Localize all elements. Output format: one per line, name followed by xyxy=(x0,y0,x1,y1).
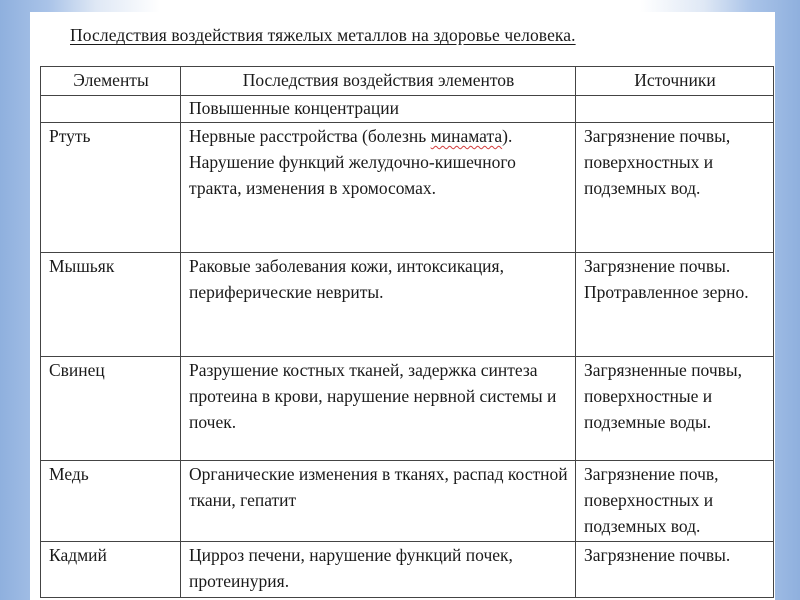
subheader-label: Повышенные концентрации xyxy=(181,96,576,123)
effects-cell: Разрушение костных тканей, задержка синтеза протеина в крови, нарушение нервной системы и почек. xyxy=(181,357,576,461)
heavy-metals-table xyxy=(40,66,774,598)
effects-cell: Раковые заболевания кожи, интоксикация, периферические невриты. xyxy=(181,253,576,357)
table-header-row xyxy=(41,67,774,96)
table-subheader-row xyxy=(41,96,774,123)
document-title: Последствия воздействия тяжелых металлов на здоровье человека. xyxy=(70,25,576,45)
table-row xyxy=(41,357,774,461)
element-name: Мышьяк xyxy=(41,253,181,357)
sources-cell: Загрязнение почвы. xyxy=(576,542,774,598)
element-name: Свинец xyxy=(41,357,181,461)
document-page xyxy=(30,12,775,600)
effects-cell: Органические изменения в тканях, распад костной ткани, гепатит xyxy=(181,461,576,542)
effects-text: Нарушение функций желудочно-кишечного тракта, изменения в хромосомах. xyxy=(189,152,516,198)
element-name: Ртуть xyxy=(41,123,181,253)
sources-text: Загрязнение почвы. xyxy=(584,256,731,276)
element-name: Кадмий xyxy=(41,542,181,598)
sources-cell xyxy=(576,253,774,357)
header-effects: Последствия воздействия элементов xyxy=(181,67,576,96)
header-sources: Источники xyxy=(576,67,774,96)
subheader-empty-cell xyxy=(576,96,774,123)
effects-text: Нервные расстройства (болезнь минамата). xyxy=(189,126,513,146)
table-row xyxy=(41,542,774,598)
sources-cell: Загрязнение почвы, поверхностных и подземных вод. xyxy=(576,123,774,253)
effects-cell: Цирроз печени, нарушение функций почек, протеинурия. xyxy=(181,542,576,598)
table-row xyxy=(41,253,774,357)
element-name: Медь xyxy=(41,461,181,542)
sources-cell: Загрязненные почвы, поверхностные и подземные воды. xyxy=(576,357,774,461)
table-row xyxy=(41,461,774,542)
subheader-empty-cell xyxy=(41,96,181,123)
spellcheck-word: минамата xyxy=(430,126,503,146)
effects-cell xyxy=(181,123,576,253)
table-row xyxy=(41,123,774,253)
sources-cell: Загрязнение почв, поверхностных и подземных вод. xyxy=(576,461,774,542)
sources-text: Протравленное зерно. xyxy=(584,282,749,302)
header-elements: Элементы xyxy=(41,67,181,96)
